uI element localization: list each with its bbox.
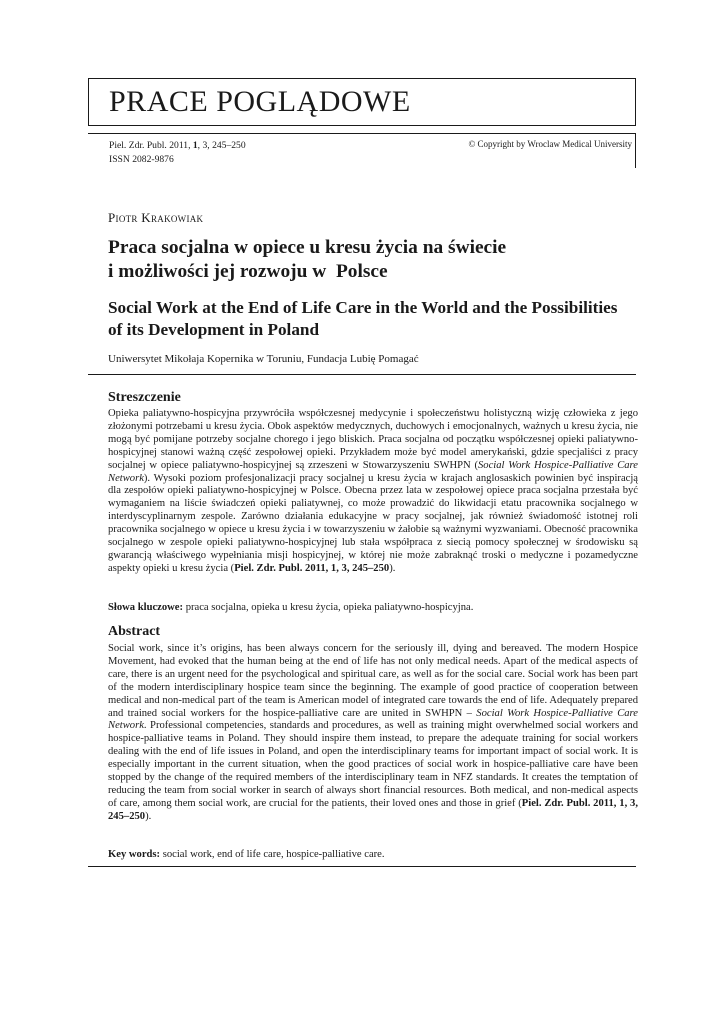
abstract-text-part-1: Social work, since it’s origins, has been always concern for the seriously ill, dying and bereaved. The modern Hospice Movement, had evoked that the human being at the end of life has not only medical needs. Apart of the medical aspects of care, there is an urgent need for the psychological and spiritual care, as well as for the social care. Social work has been part of the modern interdisciplinary hospice team since the beginning. The example of good practice of cooperation between medical and non-medical part of the team is American model of integrated care towards the end of life. Adequately prepared and trained social workers for the hospice-palliative care are united in SWHPN – <box>108 643 638 719</box>
author-name: Piotr Krakowiak <box>108 210 204 225</box>
streszczenie-citation: Piel. Zdr. Publ. 2011, 1, 3, 245–250 <box>234 562 390 574</box>
streszczenie-text <box>108 408 638 576</box>
citation-volume: 1 <box>192 140 198 151</box>
streszczenie-text-end: ). <box>389 562 396 574</box>
abstract-text-end: ). <box>145 810 152 822</box>
copyright-notice: © Copyright by Wroclaw Medical University <box>468 139 632 149</box>
title-english <box>108 297 638 341</box>
title-english-line-1: Social Work at the End of Life Care in the World and the Possibilities <box>108 298 618 317</box>
title-english-line-2: of its Development in Poland <box>108 320 320 339</box>
citation-prefix: Piel. Zdr. Publ. 2011, <box>109 140 193 151</box>
abstract-text-italic: Social Work Hospice-Palliative Care Network <box>108 707 638 732</box>
streszczenie-text-part-2: ). Wysoki poziom profesjonalizacji pracy socjalnej u kresu życia w krajach anglosaskich powinien być inspiracją dla zespołów opieki paliatywno-hospicyjnej w Polsce. Obecna przez lata w zespołowej opiece praca socjalna przestała być wymaganiem na liście świadczeń opieki paliatywnej, co może prowadzić do likwidacji etatu pracownika socjalnego w interdyscyplinarnym zespole. Zarówno działania edukacyjne w pracy socjalnej, jak również świadomość istotnej roli pracownika socjalnego w opiece u kresu życia i w towarzyszeniu w żałobie są ważnymi wyzwaniami. Obecność pracownika socjalnego w zespole opieki paliatywno-hospicyjnej lub stała współpraca z siecią pomocy społecznej w środowisku są gwarancją właściwego wypełniania misji hospicyjnej, w której nie może zabraknąć troski o medyczne i pozamedyczne aspekty opieki u kresu życia ( <box>108 472 638 574</box>
streszczenie-keywords-label: Słowa kluczowe: <box>108 602 184 613</box>
issn: ISSN 2082-9876 <box>109 154 174 165</box>
title-polish-line-2: i możliwości jej rozwoju w Polsce <box>108 261 388 282</box>
section-title: PRACE POGLĄDOWE <box>109 85 411 118</box>
abstract-text <box>108 643 638 824</box>
abstract-text-part-2: . Professional competencies, standards and procedures, as well as training might overwhelmed social workers and hospice-palliative teams in Poland. They should inspire them instead, to prepare the adequate training for social workers dealing with the end of life issues in Poland, and open the interdisciplinary teams for important impact of social work. It is especially important in the current situation, when the good practices of social work in hospice-palliative care have been stopped by the change of the required members of the interdisciplinary team in NFZ standards. It creates the temptation of reducing the team from social worker in search of always short financial resources. Both medical, and non-medical aspects of care, among them social work, are crucial for the patients, their loved ones and those in grief ( <box>108 720 638 809</box>
streszczenie-keywords-list: praca socjalna, opieka u kresu życia, opieka paliatywno-hospicyjna. <box>183 602 474 613</box>
streszczenie-keywords <box>108 601 638 614</box>
title-polish <box>108 236 628 284</box>
abstract-keywords <box>108 848 638 861</box>
streszczenie-heading: Streszczenie <box>108 390 181 405</box>
citation-suffix: , 3, 245–250 <box>197 140 246 151</box>
journal-citation <box>109 139 246 152</box>
streszczenie-text-part-1: Opieka paliatywno-hospicyjna przywróciła współczesnej medycynie i społeczeństwu holistyczną wizję człowieka z jego złożonymi potrzebami u kresu życia. Obok aspektów medycznych, duchowych i emocjonalnych, ważnych u kresu życia, nie mogą być pomijane potrzeby socjalne chorego i jego bliskich. Praca socjalna od początku współczesnej opieki paliatywno-hospicyjnej stanowi ważną część zespołowej opieki. Przykładem może być model amerykański, gdzie specjaliści z pracy socjalnej w opiece paliatywno-hospicyjnej są zrzeszeni w Stowarzyszeniu SWHPN ( <box>108 408 638 471</box>
abstract-keywords-list: social work, end of life care, hospice-palliative care. <box>160 849 385 860</box>
abstract-keywords-label: Key words: <box>108 849 161 860</box>
divider-bottom <box>88 866 636 867</box>
title-polish-line-1: Praca socjalna w opiece u kresu życia na świecie <box>108 237 507 258</box>
journal-meta-box <box>88 133 636 168</box>
section-header-box <box>88 78 636 126</box>
affiliation: Uniwersytet Mikołaja Kopernika w Toruniu, Fundacja Lubię Pomagać <box>108 353 419 365</box>
divider-top <box>88 374 636 375</box>
streszczenie-text-italic: Social Work Hospice-Palliative Care Network <box>108 459 638 484</box>
abstract-citation: Piel. Zdr. Publ. 2011, 1, 3, 245–250 <box>108 797 639 822</box>
abstract-heading: Abstract <box>108 624 161 639</box>
